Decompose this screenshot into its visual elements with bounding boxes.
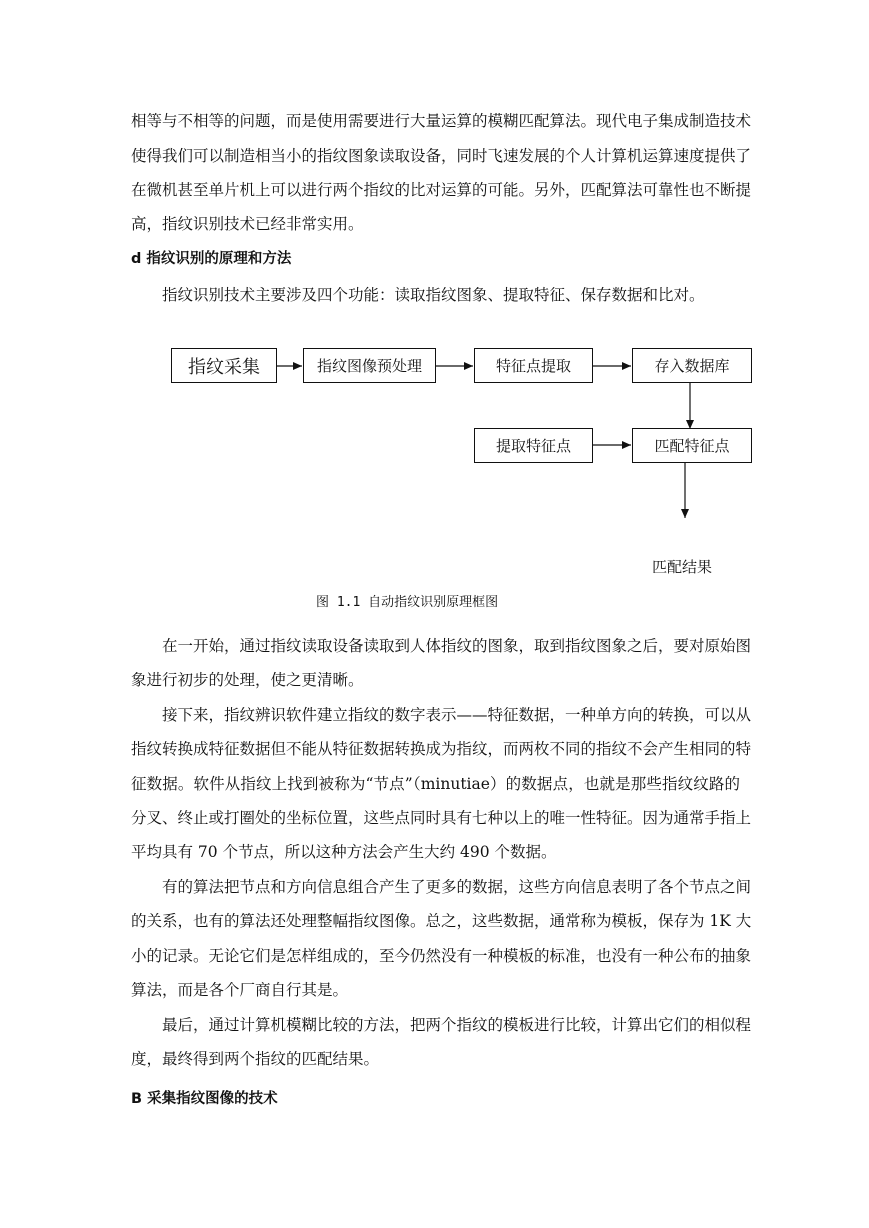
paragraph-4-line-4: 分叉、终止或打圈处的坐标位置，这些点同时具有七种以上的唯一性特征。因为通常手指上: [131, 809, 752, 827]
box-match-feature-points: 匹配特征点: [632, 428, 752, 463]
paragraph-6-line-2: 度，最终得到两个指纹的匹配结果。: [131, 1050, 380, 1068]
box-feature-extraction: 特征点提取: [474, 348, 593, 383]
box-image-preprocess: 指纹图像预处理: [303, 348, 436, 383]
paragraph-3-line-1: 在一开始，通过指纹读取设备读取到人体指纹的图象，取到指纹图象之后，要对原始图: [162, 637, 752, 655]
paragraph-4-line-3: 征数据。软件从指纹上找到被称为“节点”（minutiae）的数据点，也就是那些指纹纹路的: [131, 775, 740, 793]
paragraph-3-line-2: 象进行初步的处理，使之更清晰。: [131, 671, 364, 689]
paragraph-5-line-4: 算法，而是各个厂商自行其是。: [131, 981, 349, 999]
paragraph-5-line-2: 的关系，也有的算法还处理整幅指纹图像。总之，这些数据，通常称为模板，保存为 1K 大: [131, 912, 752, 930]
paragraph-4-line-2: 指纹转换成特征数据但不能从特征数据转换成为指纹，而两枚不同的指纹不会产生相同的特: [131, 740, 752, 758]
match-result-label: 匹配结果: [652, 558, 713, 576]
paragraph-1-line-4: 高，指纹识别技术已经非常实用。: [131, 215, 364, 233]
paragraph-1-line-3: 在微机甚至单片机上可以进行两个指纹的比对运算的可能。另外，匹配算法可靠性也不断提: [131, 181, 752, 199]
paragraph-5-line-3: 小的记录。无论它们是怎样组成的，至今仍然没有一种模板的标准，也没有一种公布的抽象: [131, 947, 752, 965]
section-heading-b: B 采集指纹图像的技术: [131, 1091, 278, 1107]
box-fingerprint-capture: 指纹采集: [171, 348, 277, 383]
paragraph-1-line-2: 使得我们可以制造相当小的指纹图象读取设备，同时飞速发展的个人计算机运算速度提供了: [131, 147, 752, 165]
paragraph-2-line-1: 指纹识别技术主要涉及四个功能：读取指纹图象、提取特征、保存数据和比对。: [162, 286, 705, 304]
paragraph-6-line-1: 最后，通过计算机模糊比较的方法，把两个指纹的模板进行比较，计算出它们的相似程: [162, 1016, 752, 1034]
paragraph-5-line-1: 有的算法把节点和方向信息组合产生了更多的数据，这些方向信息表明了各个节点之间: [162, 878, 752, 896]
figure-caption: 图 1.1 自动指纹识别原理框图: [316, 595, 499, 610]
paragraph-4-line-1: 接下来，指纹辨识软件建立指纹的数字表示——特征数据，一种单方向的转换，可以从: [162, 706, 752, 724]
box-store-database: 存入数据库: [632, 348, 752, 383]
paragraph-1-line-1: 相等与不相等的问题，而是使用需要进行大量运算的模糊匹配算法。现代电子集成制造技术: [131, 112, 752, 130]
section-heading-d: d 指纹识别的原理和方法: [131, 251, 292, 267]
paragraph-4-line-5: 平均具有 70 个节点，所以这种方法会产生大约 490 个数据。: [131, 843, 557, 861]
box-extract-feature-points: 提取特征点: [474, 428, 593, 463]
